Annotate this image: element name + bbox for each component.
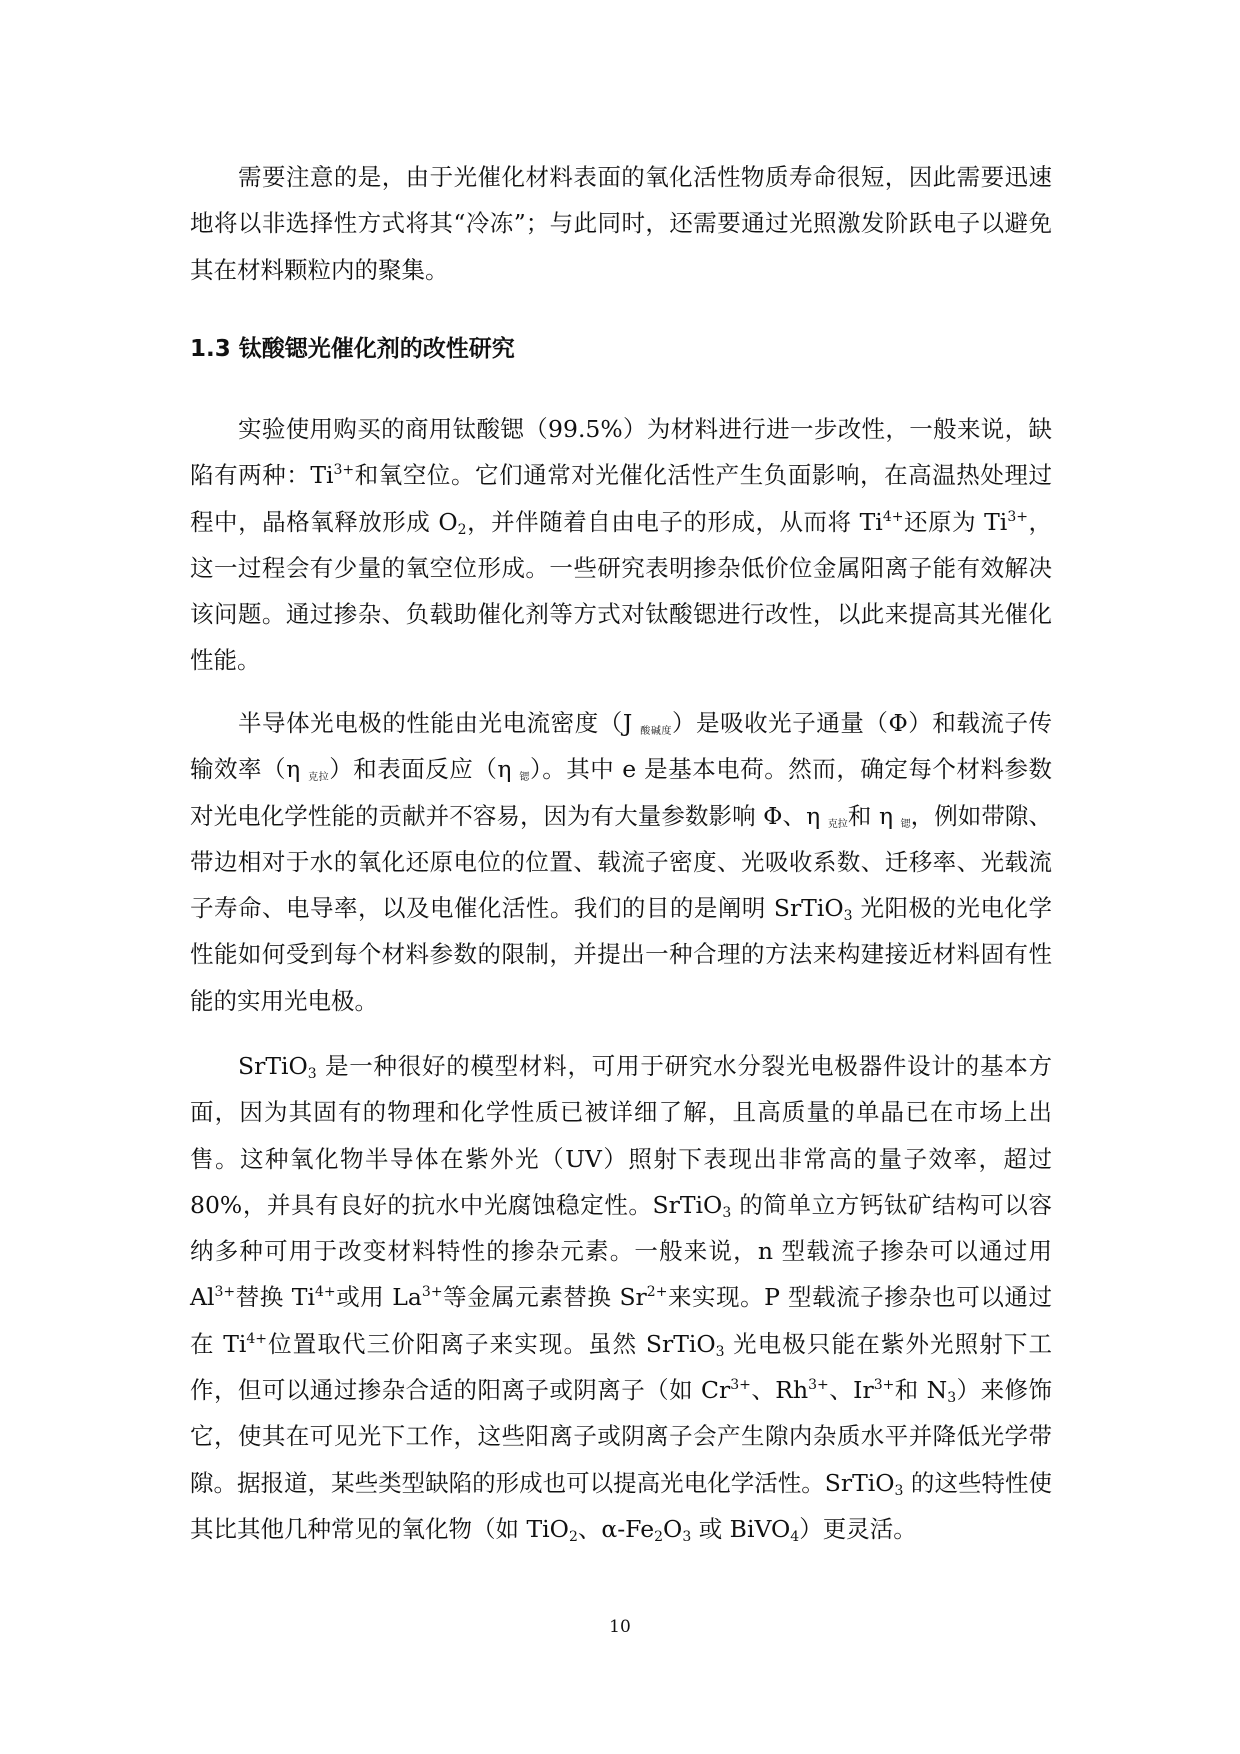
- text-run: 是一种很好的模型材料，可用于研究水分裂光电极器件设计的基本方面，因为其固有的物理和化学性质已被详细了解，且高质量的单晶已在市场上出售。这种氧化物半导体在紫外光（UV）照射下表现出非常高的量子效率，超过 80%，并具有良好的抗水中光腐蚀稳定性。SrTiO: [190, 1052, 1052, 1219]
- text-run: 、Ir: [828, 1376, 874, 1405]
- superscript: 3+: [333, 462, 355, 479]
- tiny-subscript: 克拉: [308, 772, 330, 784]
- tiny-subscript: 锶: [900, 818, 911, 830]
- superscript: 3+: [214, 1284, 236, 1301]
- page-number: 10: [609, 1617, 631, 1637]
- text-run: 来实现。P 型载流子掺杂也可以通过在 Ti: [190, 1283, 1052, 1358]
- text-run: ）来修饰它，使其在可见光下工作，这些阳离子或阴离子会产生隙内杂质水平并降低光学带隙。据报道，某些类型缺陷的形成也可以提高光电化学活性。SrTiO: [190, 1376, 1052, 1497]
- subscript: 2: [654, 1528, 664, 1545]
- superscript: 4+: [315, 1284, 336, 1301]
- section-heading: 1.3 钛酸锶光催化剂的改性研究: [190, 336, 515, 362]
- text-run: 光阳极的光电化学性能如何受到每个材料参数的限制，并提出一种合理的方法来构建接近材料固有性能的实用光电极。: [190, 894, 1052, 1015]
- superscript: 3+: [421, 1284, 443, 1301]
- text-run: 和 N: [894, 1376, 948, 1405]
- text-run: ）。其中 e 是基本电荷。然而，确定每个材料参数对光电化学性能的贡献并不容易，因为有大量参数影响 Φ、η: [190, 755, 1052, 830]
- superscript: 2+: [646, 1284, 668, 1301]
- superscript: 3+: [873, 1377, 895, 1394]
- superscript: 4+: [882, 508, 904, 525]
- text-run: O: [663, 1514, 683, 1543]
- text-run: 、Rh: [750, 1376, 809, 1405]
- superscript: 3+: [730, 1377, 751, 1394]
- text-run: ）和表面反应（η: [329, 755, 520, 784]
- paragraph-defects: [190, 406, 1052, 684]
- text-run: ，这一过程会有少量的氧空位形成。一些研究表明掺杂低价位金属阳离子能有效解决该问题。通过掺杂、负载助催化剂等方式对钛酸锶进行改性，以此来提高其光催化性能。: [190, 507, 1052, 675]
- text-run: 或用 La: [335, 1283, 422, 1312]
- superscript: 4+: [246, 1330, 268, 1347]
- text-run: 和 η: [847, 801, 901, 830]
- subscript: 4: [790, 1528, 800, 1545]
- text-run: 的这些特性使其比其他几种常见的氧化物（如 TiO: [190, 1468, 1052, 1543]
- text-run: 半导体光电极的性能由光电流密度（J: [238, 709, 641, 737]
- text-run: 还原为 Ti: [903, 507, 1008, 536]
- subscript: 3: [682, 1528, 692, 1545]
- paragraph-photoelectrode-performance: [190, 700, 1052, 1024]
- text-run: SrTiO: [238, 1052, 308, 1080]
- paragraph-srtio3-model-material: [190, 1043, 1052, 1552]
- text-run: 、α-Fe: [577, 1514, 655, 1543]
- text-run: 和氧空位。它们通常对光催化活性产生负面影响，在高温热处理过程中，晶格氧释放形成 O: [190, 461, 1052, 536]
- subscript: 3: [843, 908, 853, 925]
- text-run: ，并伴随着自由电子的形成，从而将 Ti: [466, 507, 883, 536]
- text-run: 位置取代三价阳离子来实现。虽然 SrTiO: [267, 1329, 716, 1358]
- text-run: 替换 Ti: [235, 1283, 315, 1312]
- subscript: 3: [894, 1482, 904, 1499]
- subscript: 3: [307, 1066, 317, 1082]
- text-run: 实验使用购买的商用钛酸锶（99.5%）为材料进行进一步改性，一般来说，缺陷有两种：Ti: [190, 415, 1052, 490]
- text-run: 等金属元素替换 Sr: [442, 1283, 647, 1312]
- subscript: 2: [568, 1528, 578, 1545]
- text-run: 的简单立方钙钛矿结构可以容纳多种可用于改变材料特性的掺杂元素。一般来说，n 型载流子掺杂可以通过用 Al: [190, 1190, 1052, 1312]
- text-run: 或 BiVO: [691, 1514, 791, 1543]
- text-run: 光电极只能在紫外光照射下工作，但可以通过掺杂合适的阳离子或阴离子（如 Cr: [190, 1329, 1052, 1405]
- text-run: 需要注意的是，由于光催化材料表面的氧化活性物质寿命很短，因此需要迅速地将以非选择性方式将其“冷冻”；与此同时，还需要通过光照激发阶跃电子以避免其在材料颗粒内的聚集。: [190, 163, 1052, 284]
- superscript: 3+: [1007, 508, 1028, 525]
- subscript: 3: [722, 1204, 732, 1221]
- subscript: 3: [947, 1390, 957, 1407]
- tiny-subscript: 克拉: [827, 818, 848, 830]
- text-run: ）更灵活。: [799, 1514, 917, 1543]
- text-run: ，例如带隙、带边相对于水的氧化还原电位的位置、载流子密度、光吸收系数、迁移率、光载流子寿命、电导率，以及电催化活性。我们的目的是阐明 SrTiO: [190, 801, 1052, 923]
- subscript: 3: [715, 1343, 725, 1360]
- tiny-subscript: 酸碱度: [640, 726, 672, 737]
- superscript: 3+: [808, 1377, 829, 1394]
- tiny-subscript: 锶: [519, 772, 530, 784]
- text-run: ）是吸收光子通量（Φ）和载流子传输效率（η: [190, 709, 1053, 784]
- subscript: 2: [457, 521, 467, 538]
- paragraph-intro-note: [190, 154, 1052, 293]
